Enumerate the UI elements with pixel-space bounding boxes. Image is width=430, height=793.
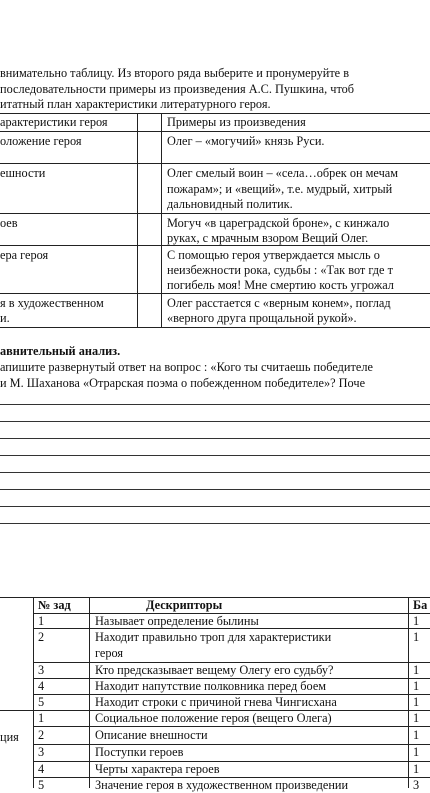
table2-header-descriptors: Дескрипторы — [146, 598, 223, 612]
table2-row10-desc: Значение героя в художественном произведении — [95, 778, 349, 792]
table1-row4-right-3: погибель моя! Мне смертию кость угрожал — [167, 278, 394, 292]
table2-row5-num: 5 — [38, 695, 45, 709]
table2-row2-desc-2: героя — [95, 646, 124, 660]
table2-row7-num: 2 — [38, 728, 45, 742]
table2-row6-num: 1 — [38, 711, 45, 725]
table2-group-label: ция — [0, 730, 19, 744]
table2-row1-num: 1 — [38, 614, 45, 628]
instruction-line-3: итатный план характеристики литературного героя. — [0, 97, 271, 111]
table2-row3-desc: Кто предсказывает вещему Олегу его судьбу? — [95, 663, 334, 677]
table1-header-right: Примеры из произведения — [167, 115, 306, 129]
table2-row9-desc: Черты характера героев — [95, 762, 220, 776]
table1-row5-left-2: и. — [0, 311, 10, 325]
table2-row3-score: 1 — [413, 663, 420, 677]
table2-row8-num: 3 — [38, 745, 45, 759]
table2-row10-num: 5 — [38, 778, 45, 792]
section2-title: авнительный анализ. — [0, 344, 121, 358]
table2-row6-score: 1 — [413, 711, 420, 725]
table2-row4-desc: Находит напутствие полковника перед боем — [95, 679, 327, 693]
table1-row2-right-1: Олег смелый воин – «села…обрек он мечам — [167, 166, 398, 180]
section2-line-1: апишите развернутый ответ на вопрос : «Кого ты считаешь победителе — [0, 360, 373, 374]
table2-row2-desc-1: Находит правильно троп для характеристики — [95, 630, 332, 644]
table2-header-num: № зад — [38, 598, 71, 612]
table2-row1-desc: Называет определение былины — [95, 614, 259, 628]
table2-row2-num: 2 — [38, 630, 45, 644]
table2-row6-desc: Социальное положение героя (вещего Олега) — [95, 711, 332, 725]
table2-row5-desc: Находит строки с причиной гнева Чингисхана — [95, 695, 337, 709]
table1-row4-left: ера героя — [0, 248, 49, 262]
table1-row5-right-1: Олег расстается с «верным конем», поглад — [167, 296, 391, 310]
table1-row3-right-1: Могуч «в цареградской броне», с кинжало — [167, 216, 390, 230]
table1-row4-right-1: С помощью героя утверждается мысль о — [167, 248, 380, 262]
table1-header-left: арактеристики героя — [0, 115, 108, 129]
table2-row9-score: 1 — [413, 762, 420, 776]
table1-row2-left: ешности — [0, 166, 46, 180]
table1-row2-right-3: дальновидный политик. — [167, 197, 293, 211]
table1-row1-right: Олег – «могучий» князь Руси. — [167, 134, 325, 148]
table2-row5-score: 1 — [413, 695, 420, 709]
table2-row4-score: 1 — [413, 679, 420, 693]
table2-row7-desc: Описание внешности — [95, 728, 208, 742]
table1-row3-left: оев — [0, 216, 18, 230]
instruction-line-1: внимательно таблицу. Из второго ряда выберите и пронумеруйте в — [0, 66, 350, 80]
table2-row8-desc: Поступки героев — [95, 745, 184, 759]
table2-row7-score: 1 — [413, 728, 420, 742]
table2-row3-num: 3 — [38, 663, 45, 677]
table1-row2-right-2: пожарам»; и «вещий», т.е. мудрый, хитрый — [167, 182, 393, 196]
table2-row4-num: 4 — [38, 679, 45, 693]
table2-row2-score: 1 — [413, 630, 420, 644]
table2-header-score: Ба — [413, 598, 428, 612]
table2-row9-num: 4 — [38, 762, 45, 776]
table1-row3-right-2: руках, с мрачным взором Вещий Олег. — [167, 231, 369, 245]
instruction-line-2: последовательности примеры из произведения А.С. Пушкина, чтоб — [0, 82, 355, 96]
section2-line-2: и М. Шаханова «Отрарская поэма о побежденном победителе»? Поче — [0, 376, 366, 390]
table1-row4-right-2: неизбежности рока, судьбы : «Так вот где т — [167, 263, 393, 277]
table1-row1-left: оложение героя — [0, 134, 82, 148]
table1-row5-right-2: «верного друга прощальной рукой». — [167, 311, 357, 325]
table1-row5-left-1: я в художественном — [0, 296, 104, 310]
table2-row8-score: 1 — [413, 745, 420, 759]
table2-row10-score: 3 — [413, 778, 420, 792]
table2-row1-score: 1 — [413, 614, 420, 628]
